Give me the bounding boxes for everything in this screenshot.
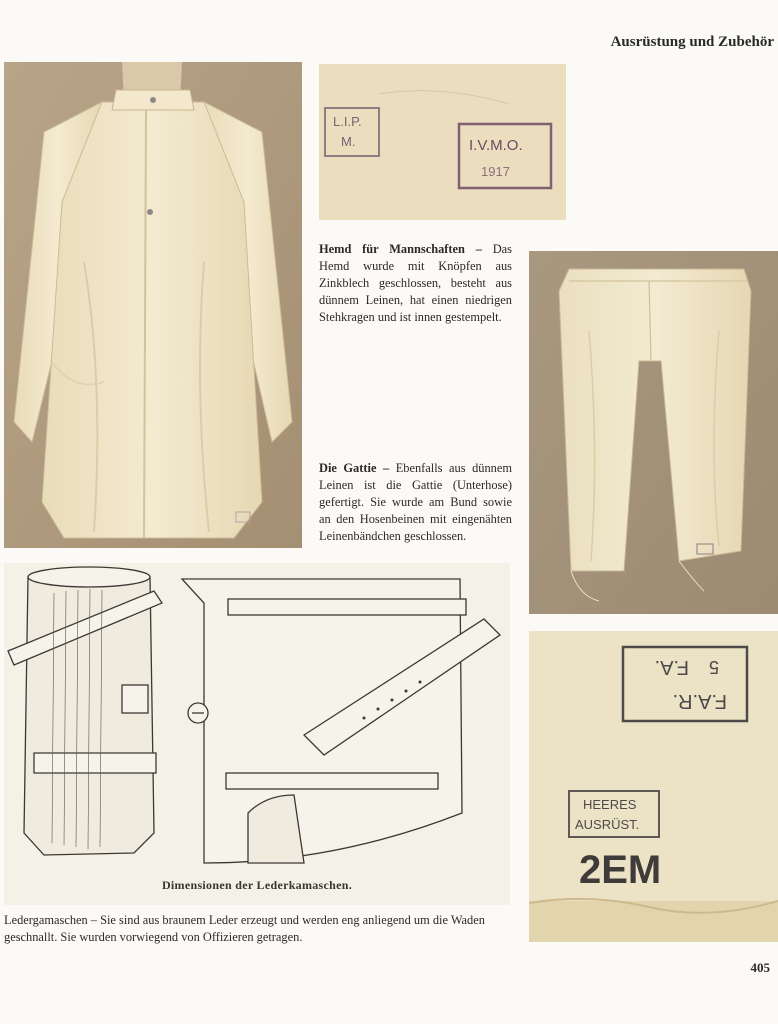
stamp-text-m: M. xyxy=(341,134,356,149)
page-number: 405 xyxy=(750,960,770,975)
gattie-caption-title: Die Gattie – xyxy=(319,461,390,475)
section-header: Ausrüstung und Zubehör xyxy=(610,34,774,50)
stamp-text-fa: F.A. xyxy=(654,656,689,678)
trousers-stamp-photo xyxy=(529,631,778,942)
stamp-text-ausrust: AUSRÜST. xyxy=(575,817,640,832)
shirt-photo xyxy=(4,62,302,548)
stamp-text-ivmo: I.V.M.O. xyxy=(469,137,523,154)
stamp-text-heeres: HEERES xyxy=(583,797,637,812)
gaiters-caption: Ledergamaschen – Sie sind aus braunem Leder erzeugt und werden eng anliegend um die Waden geschnallt. Sie wurden vorwiegend von Offizieren getragen. xyxy=(4,913,485,944)
gattie-caption xyxy=(319,460,512,545)
trousers-photo xyxy=(529,251,778,614)
stamp-text-size: 2EM xyxy=(579,848,662,892)
shirt-caption-body: Das Hemd wurde mit Knöpfen aus Zinkblech geschlossen, besteht aus dünnem Leinen, hat einen niedrigen Stehkragen und ist innen gestempelt. xyxy=(319,242,512,324)
drawing-title: Dimensionen der Lederkamaschen. xyxy=(161,878,353,892)
shirt-stamp-photo xyxy=(319,64,566,220)
stamp-text-year: 1917 xyxy=(481,164,510,179)
shirt-caption xyxy=(319,241,512,326)
gaiters-drawing xyxy=(4,563,510,905)
shirt-caption-title: Hemd für Mannschaften – xyxy=(319,242,482,256)
stamp-text-lip: L.I.P. xyxy=(333,114,362,129)
gattie-caption-body: Ebenfalls aus dünnem Leinen ist die Gattie (Unterhose) gefertigt. Sie wurde am Bund sowie an den Hosenbeinen mit eingenähten Leinenbändchen geschlossen. xyxy=(319,461,512,543)
stamp-text-far: F.A.R. xyxy=(672,690,727,712)
stamp-text-number: 5 xyxy=(708,657,719,677)
